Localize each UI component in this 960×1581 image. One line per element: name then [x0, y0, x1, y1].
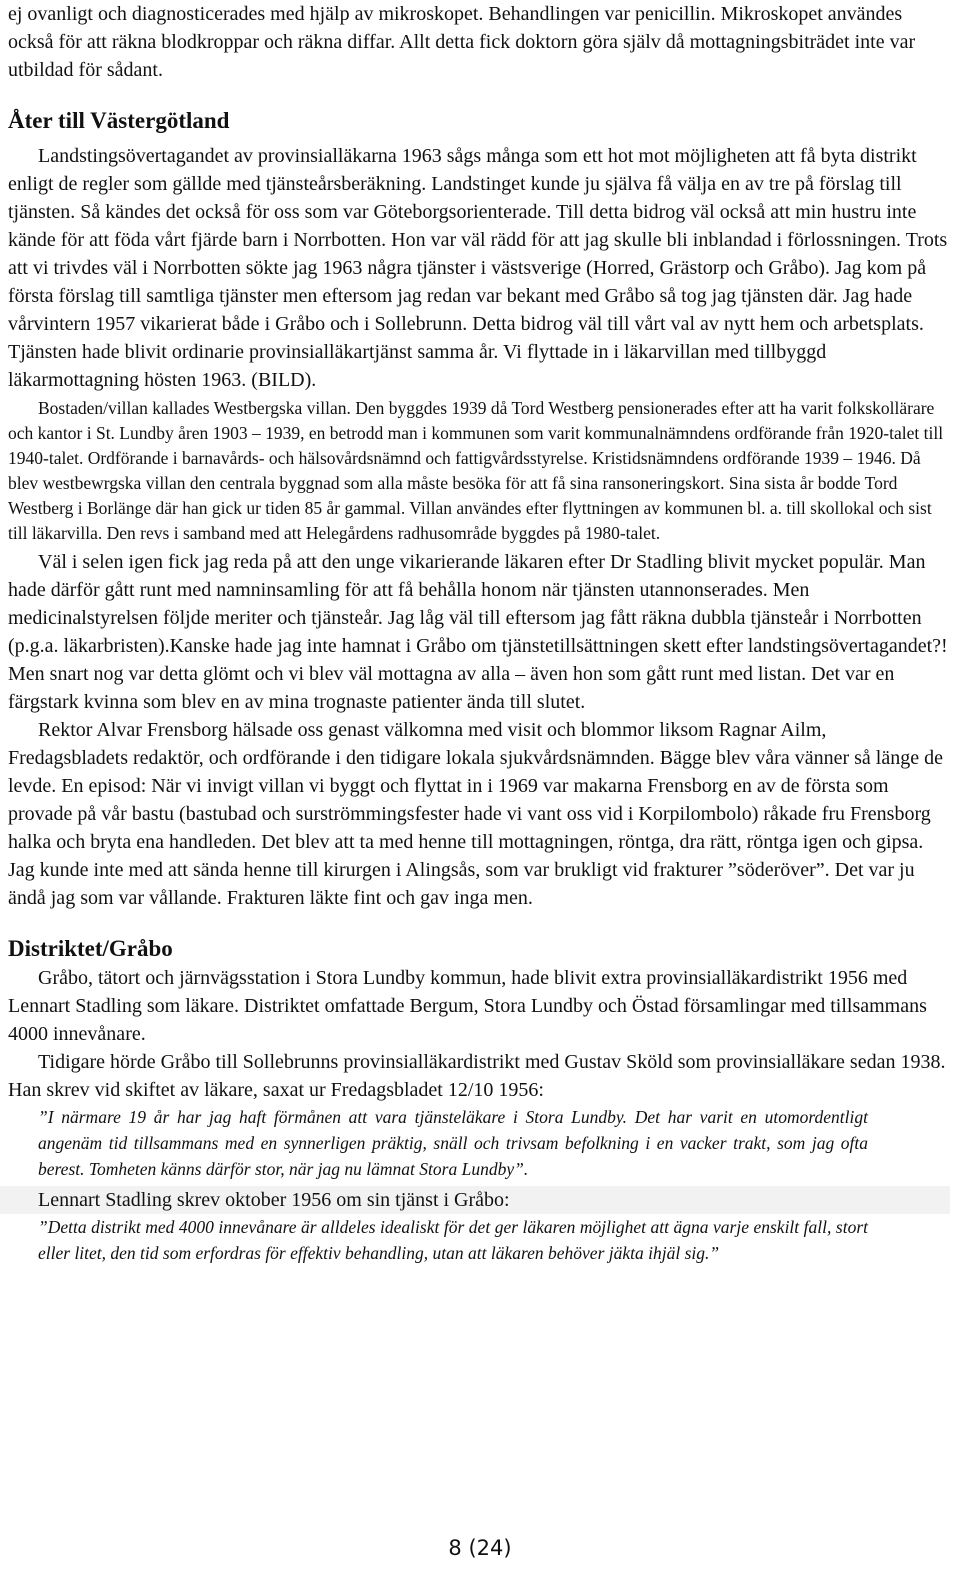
quote-skold: ”I närmare 19 år har jag haft förmånen att vara tjänsteläkare i Stora Lundby. Det har varit en utomordentligt angenäm tid tillsammans med en synnerligen präktig, snäll och trivsam befolkning i en vacker trakt, som jag ofta berest. Tomheten känns därför stor, när jag nu lämnat Stora Lundby”.: [38, 1107, 868, 1179]
paragraph-stadling: Lennart Stadling skrev oktober 1956 om sin tjänst i Gråbo:: [0, 1186, 950, 1214]
paragraph: Gråbo, tätort och järnvägsstation i Stora Lundby kommun, hade blivit extra provinsialläkardistrikt 1956 med Lennart Stadling som läkare. Distriktet omfattade Bergum, Stora Lundby och Östad församlingar med tillsammans 4000 innevånare.: [8, 967, 927, 1045]
document-page: [8, 0, 950, 1266]
section-heading-distriktet: Distriktet/Gråbo: [8, 936, 173, 961]
paragraph: Rektor Alvar Frensborg hälsade oss genast välkomna med visit och blommor liksom Ragnar Ailm, Fredagsbladets redaktör, och ordförande i den tidigare lokala sjukvårdsnämnden. Bägge blev våra vänner så länge de levde. En episod: När vi invigt villan vi byggt och flyttat in i 1969 var makarna Frensborg en av de första som provade på vår bastu (bastubad och surströmmingsfester hade vi vant oss vid i Korpilombolo) råkade fru Frensborg halka och bryta ena handleden. Det blev att ta med henne till mottagningen, röntga, dra rätt, röntga igen och gipsa. Jag kunde inte med att sända henne till kirurgen i Alingsås, som var brukligt vid frakturer ”söderöver”. Det var ju ändå jag som var vållande. Frakturen läkte fint och gav inga men.: [8, 719, 943, 909]
intro-paragraph: ej ovanligt och diagnosticerades med hjälp av mikroskopet. Behandlingen var penicillin. Mikroskopet användes också för att räkna blodkroppar och räkna diffar. Allt detta fick doktorn göra själv då mottagningsbiträdet inte var utbildad för sådant.: [8, 3, 916, 81]
paragraph: Bostaden/villan kallades Westbergska villan. Den byggdes 1939 då Tord Westberg pensionerades efter att ha varit folkskollärare och kantor i St. Lundby åren 1903 – 1939, en betrodd man i kommunen som varit kommunalnämndens ordförande från 1920-talet till 1940-talet. Ordförande i barnavårds- och hälsovårdsnämnd och fattigvårdsstyrelse. Kristidsnämndens ordförande 1939 – 1946. Då blev westbewrgska villan den centrala byggnad som alla måste besöka för att få sina ransoneringskort. Sina sista år bodde Tord Westberg i Borlänge där han gick ur tiden 85 år gammal. Villan användes efter flyttningen av kommunen bl. a. till skollokal och sist till läkarvilla. Den revs i samband med att Helegårdens radhusområde byggdes på 1980-talet.: [8, 398, 944, 543]
paragraph: Landstingsövertagandet av provinsialläkarna 1963 sågs många som ett hot mot möjligheten att få byta distrikt enligt de regler som gällde med tjänsteårsberäkning. Landstinget kunde ju själva få välja en av tre på förslag till tjänsten. Så kändes det också för oss som var Göteborgsorienterade. Till detta bidrog väl också att min hustru inte kände för att föda vårt fjärde barn i Norrbotten. Hon var väl rädd för att jag skulle bli inblandad i förlossningen. Trots att vi trivdes väl i Norrbotten sökte jag 1963 några tjänster i västsverige (Horred, Grästorp och Gråbo). Jag kom på första förslag till samtliga tjänster men eftersom jag redan var bekant med Gråbo så tog jag tjänsten där. Jag hade vårvintern 1957 vikarierat både i Gråbo och i Sollebrunn. Detta bidrog väl till vårt val av nytt hem och arbetsplats. Tjänsten hade blivit ordinarie provinsialläkartjänst samma år. Vi flyttade in i läkarvillan med tillbyggd läkarmottagning hösten 1963. (BILD).: [8, 145, 948, 391]
paragraph: Väl i selen igen fick jag reda på att den unge vikarierande läkaren efter Dr Stadling blivit mycket populär. Man hade därför gått runt med namninsamling för att få behålla honom när tjänsten utannonserades. Men medicinalstyrelsen följde meriter och tjänsteår. Jag låg väl till eftersom jag fått räkna dubbla tjänsteår i Norrbotten (p.g.a. läkarbristen).Kanske hade jag inte hamnat i Gråbo om tjänstetillsättningen skett efter landstingsövertagandet?! Men snart nog var detta glömt och vi blev väl mottagna av alla – även hon som gått runt med listan. Det var en färgstark kvinna som blev en av mina trognaste patienter ända till slutet.: [8, 551, 948, 713]
paragraph: Tidigare hörde Gråbo till Sollebrunns provinsialläkardistrikt med Gustav Sköld som provinsialläkare sedan 1938. Han skrev vid skiftet av läkare, saxat ur Fredagsbladet 12/10 1956:: [8, 1051, 946, 1101]
quote-stadling: ”Detta distrikt med 4000 innevånare är alldeles idealiskt för det ger läkaren möjlighet att ägna varje enskilt fall, stort eller litet, den tid som erfordras för effektiv behandling, utan att läkaren behöver jäkta ihjäl sig.”: [38, 1217, 868, 1263]
page-number: 8 (24): [448, 1536, 512, 1560]
section-heading-vastergotland: Åter till Västergötland: [8, 108, 230, 133]
